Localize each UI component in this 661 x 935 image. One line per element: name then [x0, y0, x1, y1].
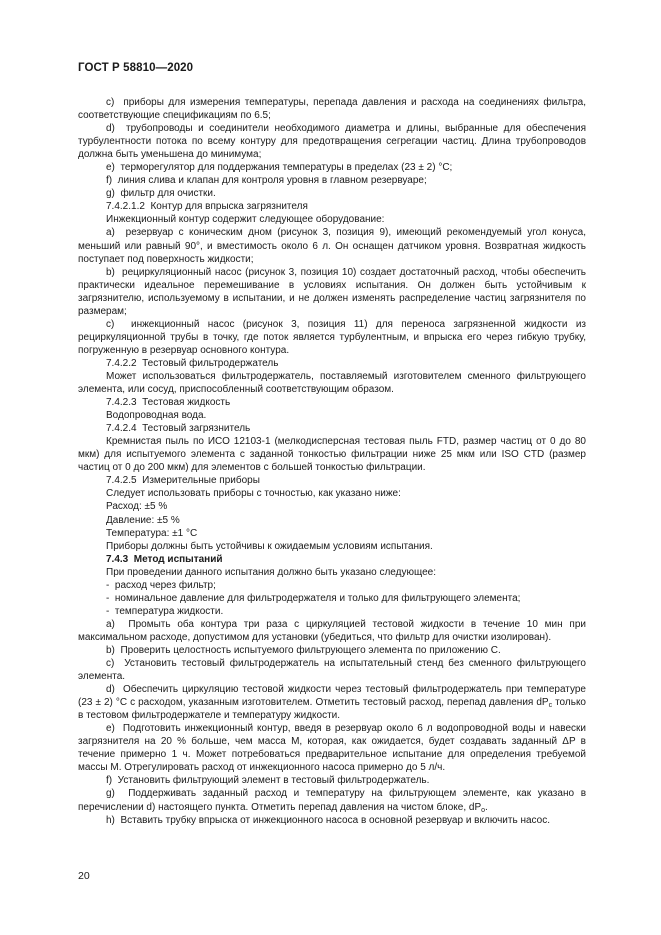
- section-heading: 7.4.2.3 Тестовая жидкость: [106, 397, 231, 409]
- paragraph: g) Поддерживать заданный расход и температуру на фильтрующем элементе, как указано в перечислении d) настоящего пункта. Отметить перепад давления на чистом блоке, $dP_o$.: [78, 788, 586, 814]
- paragraph: При проведении данного испытания должно быть указано следующее:: [106, 566, 436, 578]
- section-heading: 7.4.2.1.2 Контур для впрыска загрязнителя: [106, 201, 308, 213]
- paragraph: a) резервуар с коническим дном (рисунок 3, позиция 9), имеющий рекомендуемый угол конуса, меньший или равный 90°, и вместимость около 6 л. Он оснащен датчиком уровня. Возвратная жидкость поступает под поверхность жидкости;: [78, 227, 586, 265]
- paragraph: Водопроводная вода.: [106, 410, 207, 422]
- paragraph: Температура: ±1 °С: [106, 527, 198, 539]
- paragraph: Инжекционный контур содержит следующее оборудование:: [106, 214, 385, 226]
- section-heading: 7.4.2.2 Тестовый фильтродержатель: [106, 357, 279, 369]
- paragraph: c) Установить тестовый фильтродержатель на испытательный стенд без сменного фильтрующего элемента.: [78, 658, 586, 683]
- paragraph: d) трубопроводы и соединители необходимого диаметра и длины, выбранные для обеспечения турбулентности потока по всему контуру для предотвращения сегрегации частиц. Длина трубопроводов должна быть уменьшена до минимума;: [78, 123, 586, 161]
- paragraph: c) инжекционный насос (рисунок 3, позиция 11) для переноса загрязненной жидкости из рециркуляционной трубы в точку, где поток является турбулентным, и впрыска его через гибкую трубку, погруженную в резервуар основного контура.: [78, 318, 586, 356]
- paragraph: Может использоваться фильтродержатель, поставляемый изготовителем сменного фильтрующего элемента, или сосуд, приспособленный соответствующим образом.: [78, 370, 586, 396]
- paragraph: h) Вставить трубку впрыска от инжекционного насоса в основной резервуар и включить насос.: [106, 814, 550, 826]
- list-item: - номинальное давление для фильтродержателя и только для фильтрующего элемента;: [106, 592, 521, 604]
- paragraph: Давление: ±5 %: [106, 514, 180, 526]
- section-heading: 7.4.2.5 Измерительные приборы: [106, 475, 260, 487]
- paragraph: b) Проверить целостность испытуемого фильтрующего элемента по приложению С.: [106, 644, 501, 656]
- page-number: 20: [78, 870, 90, 882]
- paragraph: b) рециркуляционный насос (рисунок 3, позиция 10) создает достаточный расход, чтобы обеспечить практически идеальное перемешивание в условиях испытания. Он должен быть устойчивым к загрязнителю, используемому в испытании, и не должен изменять распределение частиц загрязнителя по размерам;: [78, 266, 586, 317]
- section-heading: 7.4.3 Метод испытаний: [106, 553, 223, 565]
- paragraph: a) Промыть оба контура три раза с циркуляцией тестовой жидкости в течение 10 мин при максимальном расходе, допустимом для установки (убедиться, что фильтр для очистки изолирован).: [78, 618, 586, 643]
- paragraph: Кремнистая пыль по ИСО 12103-1 (мелкодисперсная тестовая пыль FTD, размер частиц от 0 до 80 мкм) для испытуемого элемента с заданной тонкостью фильтрации ниже 25 мкм или ISO CTD (размер частиц от 0 до 200 мкм) для элементов с большей тонкостью фильтрации.: [78, 436, 586, 474]
- paragraph: Приборы должны быть устойчивы к ожидаемым условиям испытания.: [106, 540, 433, 552]
- document-body: [78, 96, 586, 827]
- paragraph: e) Подготовить инжекционный контур, введя в резервуар около 6 л водопроводной воды и навески загрязнителя на 20 % больше, чем масса M, которая, как ожидается, будет создавать заданный ΔP в течение примерно 1 ч. Может потребоваться предварительное испытание для определения требуемой массы M. Отрегулировать расход от инжекционного насоса примерно до 5 л/ч.: [78, 723, 586, 774]
- list-item: - расход через фильтр;: [106, 579, 216, 591]
- paragraph: f) линия слива и клапан для контроля уровня в главном резервуаре;: [106, 175, 427, 187]
- paragraph: d) Обеспечить циркуляцию тестовой жидкости через тестовый фильтродержатель при температуре (23 ± 2) °С с расходом, указанным изготовителем. Отметить тестовый расход, перепад давления $dP_c$ только в тестовом фильтродержателе и температуру жидкости.: [78, 684, 586, 722]
- paragraph: c) приборы для измерения температуры, перепада давления и расхода на соединениях фильтра, соответствующие спецификациям по 6.5;: [78, 97, 586, 122]
- paragraph: g) фильтр для очистки.: [106, 188, 216, 200]
- paragraph: Следует использовать приборы с точностью, как указано ниже:: [106, 488, 401, 500]
- paragraph: f) Установить фильтрующий элемент в тестовый фильтродержатель.: [106, 775, 430, 787]
- list-item: - температура жидкости.: [106, 605, 224, 617]
- section-heading: 7.4.2.4 Тестовый загрязнитель: [106, 423, 251, 435]
- paragraph: e) терморегулятор для поддержания температуры в пределах (23 ± 2) °С;: [106, 162, 453, 174]
- document-header: ГОСТ Р 58810—2020: [78, 62, 194, 74]
- paragraph: Расход: ±5 %: [106, 501, 168, 513]
